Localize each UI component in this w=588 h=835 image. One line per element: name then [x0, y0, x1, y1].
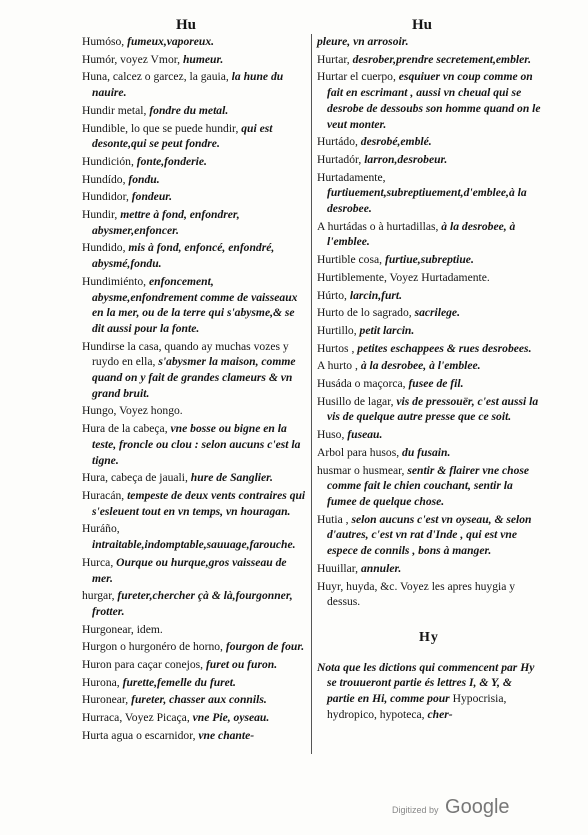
watermark-brand: Google	[445, 796, 510, 818]
entry-definition: vne Pie, oyseau.	[192, 711, 270, 725]
entry-headword: Hurca,	[82, 555, 114, 569]
entry-headword: A hurtádas o à hurtadillas,	[317, 219, 439, 233]
entry-headword: Humóso,	[82, 35, 125, 48]
right-entries	[317, 34, 541, 610]
entry-headword: Hurona,	[82, 675, 120, 689]
dictionary-entry	[82, 403, 308, 419]
entry-definition: sentir & flairer vne chose comme fait le chien couchant, sentir la fumee de quelque chose.	[327, 463, 530, 508]
dictionary-entry	[317, 270, 541, 286]
entry-headword: Hundir metal,	[82, 103, 147, 117]
entry-headword: Hurtar,	[317, 52, 350, 66]
entry-headword: Hutia ,	[317, 512, 349, 526]
entry-headword: Hundimiénto,	[82, 274, 147, 288]
entry-headword: Hundído,	[82, 172, 126, 186]
entry-headword: A hurto ,	[317, 359, 358, 373]
section-heading: Hy	[419, 629, 439, 645]
entry-headword: husmar o husmear,	[317, 463, 405, 477]
dictionary-entry	[82, 692, 308, 708]
dictionary-entry	[317, 288, 541, 304]
entry-headword: Hura, cabeça de jauali,	[82, 471, 188, 485]
dictionary-entry	[82, 172, 308, 188]
dictionary-entry	[82, 207, 308, 238]
entry-definition: fourgon de four.	[225, 640, 305, 654]
entry-definition: s'abysmer la maison, comme quand on y fait de grandes clameurs & vn grand bruit.	[92, 355, 296, 400]
entry-headword: Hurtillo,	[317, 323, 357, 337]
running-head-left: Hu	[176, 17, 197, 33]
entry-headword: Huyr, huyda, &c. Voyez les apres huygia y dessus.	[317, 579, 516, 609]
entry-definition: fondu.	[128, 172, 160, 186]
entry-headword: Huracán,	[82, 488, 125, 502]
dictionary-entry	[82, 240, 308, 271]
dictionary-entry	[82, 639, 308, 655]
dictionary-entry	[82, 274, 308, 337]
section-note	[317, 660, 541, 723]
entry-definition: fumeux,vaporeux.	[127, 35, 215, 48]
entry-definition: sacrilege.	[414, 306, 460, 320]
dictionary-entry	[317, 394, 541, 425]
dictionary-entry	[82, 470, 308, 486]
dictionary-entry	[82, 339, 308, 402]
entry-definition: esquiuer vn coup comme on fait en escrimant , aussi vn cheual qui se desrobe de dessoubs son homme quand on le veut monter.	[327, 70, 541, 131]
entry-definition: fonte,fonderie.	[136, 154, 207, 168]
dictionary-entry	[82, 52, 308, 68]
dictionary-entry	[317, 323, 541, 339]
entry-definition: qui est desonte,qui se peut fondre.	[92, 121, 273, 151]
entry-headword: Hungo, Voyez hongo.	[82, 404, 183, 418]
entry-headword: Hundidor,	[82, 190, 129, 204]
entry-definition: furtiuement,subreptiuement,d'emblee,à la desrobee.	[327, 186, 527, 216]
dictionary-entry	[317, 34, 541, 50]
entry-definition: à la desrobee, à l'emblee.	[360, 359, 481, 373]
dictionary-entry	[317, 561, 541, 577]
entry-headword: Husillo de lagar,	[317, 394, 394, 408]
entry-headword: Hurtadamente,	[317, 170, 386, 184]
entry-headword: Hundición,	[82, 154, 134, 168]
dictionary-entry	[317, 52, 541, 68]
entry-headword: Hundirse la casa, quando ay muchas vozes y ruydo en ella,	[82, 339, 289, 369]
entry-definition: vne bosse ou bigne en la teste, froncle ou clou : selon aucuns c'est la tigne.	[92, 422, 301, 467]
dictionary-entry	[317, 152, 541, 168]
entry-definition: selon aucuns c'est vn oyseau, & selon d'autres, c'est vn rat d'Inde , qui est vne espece de connils , bons à manger.	[327, 512, 532, 558]
entry-headword: Hundido,	[82, 241, 126, 255]
entry-headword: Hurtiblemente, Voyez Hurtadamente.	[317, 270, 490, 284]
entry-definition: desrober,prendre secretement,embler.	[352, 52, 531, 66]
dictionary-entry	[317, 427, 541, 443]
entry-definition: fuseau.	[347, 428, 383, 442]
dictionary-entry	[317, 134, 541, 150]
dictionary-entry	[82, 710, 308, 726]
note-continuation: cher-	[427, 707, 453, 721]
column-rule	[311, 34, 312, 754]
entry-headword: Huron para caçar conejos,	[82, 658, 204, 672]
entry-definition: fureter,chercher çà & là,fourgonner, frotter.	[92, 589, 293, 618]
entry-headword: Húrto,	[317, 288, 347, 302]
dictionary-entry	[82, 588, 308, 619]
entry-definition: larcin,furt.	[349, 288, 403, 302]
entry-headword: Hurgonear, idem.	[82, 622, 163, 636]
entry-definition: petites eschappees & rues desrobees.	[357, 341, 532, 355]
entry-headword: Huso,	[317, 428, 345, 442]
dictionary-entry	[82, 121, 308, 152]
dictionary-entry	[317, 358, 541, 374]
dictionary-entry	[317, 69, 541, 132]
entry-headword: Huuillar,	[317, 561, 359, 575]
entry-definition: du fusain.	[402, 445, 451, 459]
entry-definition: vis de pressouër, c'est aussi la vis de quelque autre presse que ce soit.	[327, 394, 539, 424]
entry-definition: furtiue,subreptiue.	[384, 253, 474, 267]
entry-definition: intraitable,indomptable,sauuage,farouche.	[92, 538, 296, 552]
entry-headword: Huna, calcez o garcez, la gauia,	[82, 70, 229, 84]
entry-definition: la hune du nauire.	[92, 70, 284, 100]
entry-definition: desrobé,emblé.	[360, 135, 432, 149]
dictionary-entry	[317, 219, 541, 250]
dictionary-entry	[317, 512, 541, 559]
entry-headword: Hurtible cosa,	[317, 253, 383, 267]
dictionary-entry	[317, 341, 541, 357]
dictionary-entry	[82, 521, 308, 552]
entry-definition: fureter, chasser aux connils.	[131, 693, 267, 707]
entry-definition: humeur.	[182, 52, 224, 66]
entry-definition: petit larcin.	[359, 323, 415, 337]
entry-definition: mettre à fond, enfondrer, abysmer,enfoncer.	[92, 208, 240, 237]
dictionary-entry	[82, 69, 308, 100]
running-head-right: Hu	[412, 17, 433, 33]
entry-definition: fusee de fil.	[408, 377, 464, 391]
entry-definition: larron,desrobeur.	[364, 152, 448, 166]
dictionary-entry	[317, 445, 541, 461]
dictionary-entry	[317, 252, 541, 268]
dictionary-entry	[317, 305, 541, 321]
dictionary-entry	[82, 657, 308, 673]
entry-definition: fondre du metal.	[149, 103, 229, 117]
entry-headword: Hundible, lo que se puede hundir,	[82, 121, 239, 135]
entry-definition: fondeur.	[131, 190, 173, 204]
entry-headword: hurgar,	[82, 589, 115, 603]
entry-headword: Hurtádo,	[317, 135, 358, 149]
entry-headword: Humór, voyez Vmor,	[82, 52, 181, 66]
entry-definition: à la desrobee, à l'emblee.	[327, 219, 516, 249]
entry-headword: Hurtadór,	[317, 152, 362, 166]
entry-headword: Hundir,	[82, 208, 118, 222]
left-column	[82, 34, 308, 746]
right-column	[317, 34, 541, 724]
entry-definition: tempeste de deux vents contraires qui s'esleuent tout en vn temps, vn houragan.	[92, 488, 306, 518]
dictionary-entry	[317, 579, 541, 610]
entry-headword: Hurtar el cuerpo,	[317, 70, 396, 84]
dictionary-entry	[82, 622, 308, 638]
dictionary-entry	[82, 154, 308, 170]
dictionary-entry	[82, 189, 308, 205]
entry-definition: mis à fond, enfoncé, enfondré, abysmé,fondu.	[92, 241, 275, 271]
entry-definition: Ourque ou hurque,gros vaisseau de mer.	[92, 555, 287, 585]
entry-definition: furette,femelle du furet.	[122, 675, 236, 689]
entry-headword: Husáda o maçorca,	[317, 377, 406, 391]
entry-definition: furet ou furon.	[205, 658, 278, 672]
dictionary-entry	[82, 34, 308, 50]
entry-definition: pleure, vn arrosoir.	[317, 35, 409, 48]
entry-headword: Hura de la cabeça,	[82, 422, 168, 436]
watermark-text: Digitized by	[392, 805, 439, 815]
entry-headword: Huráño,	[82, 522, 120, 536]
entry-headword: Hurgon o hurgonéro de horno,	[82, 640, 223, 654]
entry-headword: Hurta agua o escarnidor,	[82, 728, 196, 742]
dictionary-entry	[317, 463, 541, 510]
dictionary-entry	[82, 675, 308, 691]
entry-definition: enfoncement, abysme,enfondrement comme de vaisseaux en la mer, ou de la terre qui s'abysme,& se dit aussi pour la fonte.	[92, 274, 298, 335]
dictionary-entry	[82, 421, 308, 468]
note-examples: Hypocrisia, hydropico, hypoteca,	[327, 692, 507, 721]
entry-headword: Huronear,	[82, 693, 129, 707]
entry-definition: hure de Sanglier.	[190, 471, 273, 485]
entry-headword: Arbol para husos,	[317, 445, 400, 459]
dictionary-entry	[317, 376, 541, 392]
dictionary-entry	[317, 170, 541, 217]
dictionary-entry	[82, 103, 308, 119]
note-text: Nota que les dictions qui commencent par Hy se trouueront partie és lettres I, & Y, & partie en Hi, comme pour	[317, 660, 535, 706]
entry-definition: annuler.	[360, 561, 402, 575]
dictionary-entry	[82, 488, 308, 519]
dictionary-entry	[82, 555, 308, 586]
digitization-watermark	[392, 796, 542, 819]
dictionary-entry	[82, 728, 308, 744]
entry-headword: Hurto de lo sagrado,	[317, 306, 412, 320]
entry-headword: Hurtos ,	[317, 341, 355, 355]
entry-headword: Hurraca, Voyez Picaça,	[82, 711, 190, 725]
entry-definition: vne chante-	[198, 728, 255, 742]
